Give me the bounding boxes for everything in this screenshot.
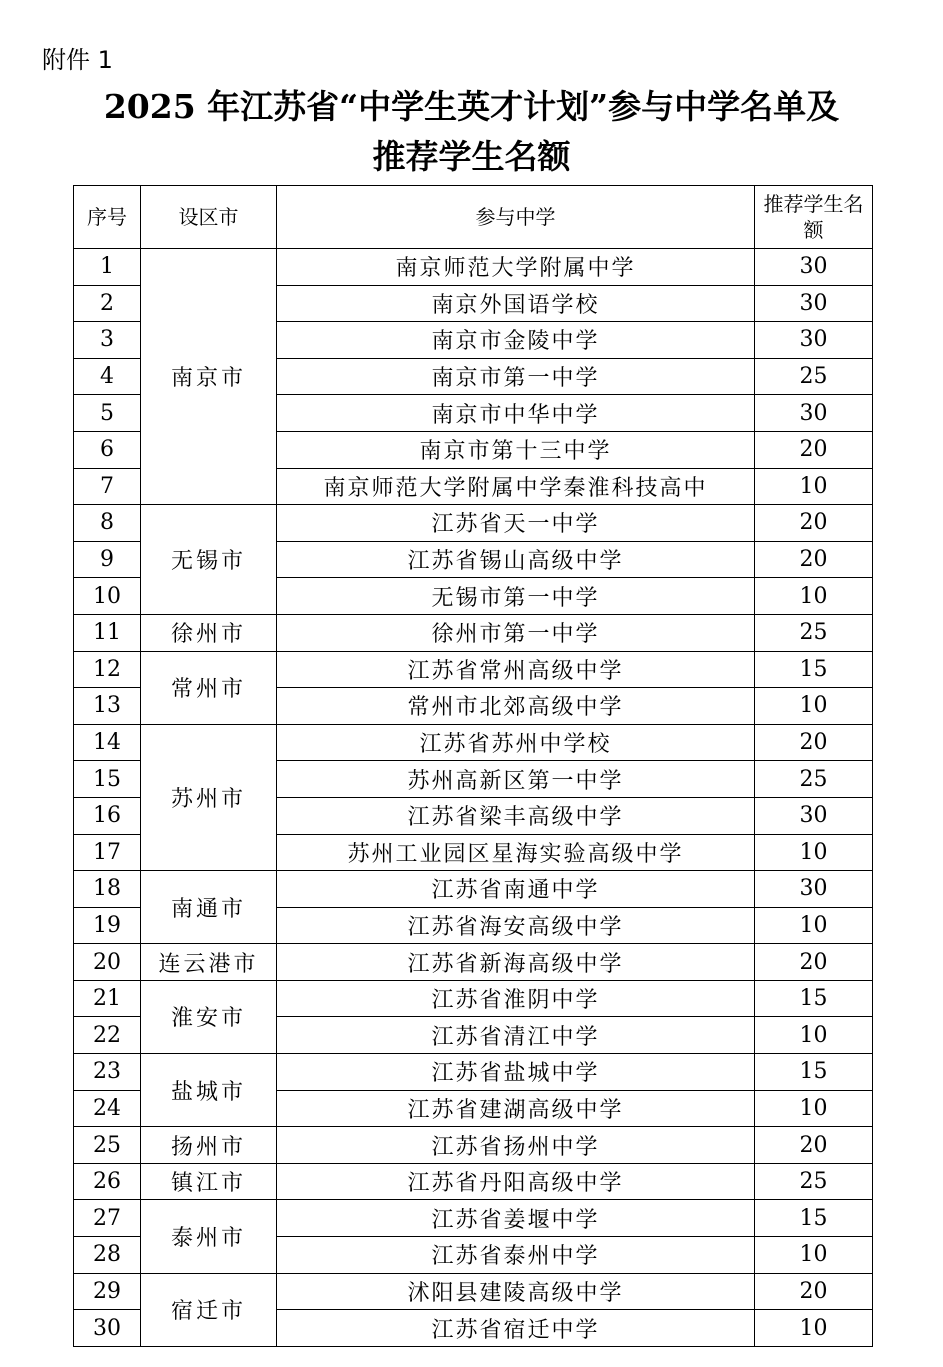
- quota-cell: 15: [755, 651, 873, 688]
- seq-cell: 18: [74, 871, 141, 908]
- school-cell: 江苏省苏州中学校: [277, 724, 755, 761]
- seq-cell: 27: [74, 1200, 141, 1237]
- seq-cell: 23: [74, 1054, 141, 1091]
- seq-cell: 29: [74, 1273, 141, 1310]
- seq-cell: 28: [74, 1237, 141, 1274]
- school-cell: 南京师范大学附属中学秦淮科技高中: [277, 468, 755, 505]
- quota-cell: 15: [755, 1200, 873, 1237]
- school-cell: 沭阳县建陵高级中学: [277, 1273, 755, 1310]
- quota-cell: 10: [755, 1090, 873, 1127]
- school-cell: 江苏省锡山高级中学: [277, 541, 755, 578]
- quota-cell: 10: [755, 1237, 873, 1274]
- attachment-label: 附件 1: [42, 46, 113, 74]
- school-cell: 江苏省梁丰高级中学: [277, 797, 755, 834]
- school-quota-table: [73, 185, 873, 1347]
- header-city: 设区市: [141, 186, 277, 249]
- school-cell: 徐州市第一中学: [277, 614, 755, 651]
- quota-cell: 20: [755, 944, 873, 981]
- school-cell: 江苏省丹阳高级中学: [277, 1163, 755, 1200]
- table-row: [74, 1054, 873, 1091]
- school-cell: 苏州高新区第一中学: [277, 761, 755, 798]
- school-cell: 南京师范大学附属中学: [277, 249, 755, 286]
- seq-cell: 19: [74, 907, 141, 944]
- seq-cell: 14: [74, 724, 141, 761]
- quota-cell: 10: [755, 1017, 873, 1054]
- seq-cell: 9: [74, 541, 141, 578]
- quota-cell: 10: [755, 907, 873, 944]
- quota-cell: 20: [755, 1273, 873, 1310]
- table-row: [74, 871, 873, 908]
- seq-cell: 6: [74, 431, 141, 468]
- city-cell: 苏州市: [141, 724, 277, 870]
- quota-cell: 25: [755, 761, 873, 798]
- quota-cell: 25: [755, 358, 873, 395]
- quota-cell: 20: [755, 541, 873, 578]
- school-cell: 南京市第一中学: [277, 358, 755, 395]
- school-cell: 江苏省盐城中学: [277, 1054, 755, 1091]
- seq-cell: 4: [74, 358, 141, 395]
- quota-cell: 30: [755, 322, 873, 359]
- quota-cell: 15: [755, 980, 873, 1017]
- city-cell: 淮安市: [141, 980, 277, 1053]
- quota-cell: 30: [755, 249, 873, 286]
- quota-cell: 10: [755, 834, 873, 871]
- quota-cell: 20: [755, 1127, 873, 1164]
- seq-cell: 12: [74, 651, 141, 688]
- quota-cell: 25: [755, 614, 873, 651]
- seq-cell: 5: [74, 395, 141, 432]
- header-school: 参与中学: [277, 186, 755, 249]
- quota-cell: 10: [755, 578, 873, 615]
- school-cell: 江苏省天一中学: [277, 505, 755, 542]
- header-seq: 序号: [74, 186, 141, 249]
- table-row: [74, 980, 873, 1017]
- quota-cell: 25: [755, 1163, 873, 1200]
- table-row: [74, 724, 873, 761]
- document-title-line-2: 推荐学生名额: [372, 137, 571, 176]
- seq-cell: 16: [74, 797, 141, 834]
- seq-cell: 3: [74, 322, 141, 359]
- city-cell: 南京市: [141, 249, 277, 505]
- school-cell: 江苏省常州高级中学: [277, 651, 755, 688]
- school-cell: 南京市金陵中学: [277, 322, 755, 359]
- seq-cell: 17: [74, 834, 141, 871]
- school-cell: 南京市中华中学: [277, 395, 755, 432]
- seq-cell: 2: [74, 285, 141, 322]
- seq-cell: 26: [74, 1163, 141, 1200]
- seq-cell: 1: [74, 249, 141, 286]
- school-cell: 江苏省淮阴中学: [277, 980, 755, 1017]
- school-cell: 江苏省海安高级中学: [277, 907, 755, 944]
- city-cell: 宿迁市: [141, 1273, 277, 1346]
- school-cell: 苏州工业园区星海实验高级中学: [277, 834, 755, 871]
- seq-cell: 30: [74, 1310, 141, 1347]
- quota-cell: 30: [755, 285, 873, 322]
- seq-cell: 22: [74, 1017, 141, 1054]
- school-cell: 江苏省宿迁中学: [277, 1310, 755, 1347]
- table-row: [74, 1127, 873, 1164]
- seq-cell: 20: [74, 944, 141, 981]
- school-cell: 江苏省扬州中学: [277, 1127, 755, 1164]
- seq-cell: 11: [74, 614, 141, 651]
- school-cell: 江苏省姜堰中学: [277, 1200, 755, 1237]
- table-row: [74, 505, 873, 542]
- table-row: [74, 944, 873, 981]
- school-cell: 江苏省清江中学: [277, 1017, 755, 1054]
- quota-cell: 15: [755, 1054, 873, 1091]
- city-cell: 徐州市: [141, 614, 277, 651]
- quota-cell: 20: [755, 505, 873, 542]
- school-cell: 南京外国语学校: [277, 285, 755, 322]
- quota-cell: 10: [755, 688, 873, 725]
- seq-cell: 10: [74, 578, 141, 615]
- school-cell: 江苏省新海高级中学: [277, 944, 755, 981]
- table-body: [74, 249, 873, 1347]
- city-cell: 无锡市: [141, 505, 277, 615]
- document-title-line-1: 2025 年江苏省“中学生英才计划”参与中学名单及: [103, 87, 840, 126]
- table-header-row: [74, 186, 873, 249]
- seq-cell: 7: [74, 468, 141, 505]
- school-cell: 江苏省南通中学: [277, 871, 755, 908]
- school-cell: 常州市北郊高级中学: [277, 688, 755, 725]
- city-cell: 镇江市: [141, 1163, 277, 1200]
- table-row: [74, 614, 873, 651]
- school-cell: 无锡市第一中学: [277, 578, 755, 615]
- city-cell: 扬州市: [141, 1127, 277, 1164]
- school-cell: 江苏省泰州中学: [277, 1237, 755, 1274]
- table-row: [74, 1163, 873, 1200]
- table-row: [74, 1200, 873, 1237]
- quota-cell: 10: [755, 1310, 873, 1347]
- table-row: [74, 249, 873, 286]
- city-cell: 连云港市: [141, 944, 277, 981]
- table-row: [74, 1273, 873, 1310]
- table-row: [74, 651, 873, 688]
- seq-cell: 8: [74, 505, 141, 542]
- header-quota: 推荐学生名额: [755, 186, 873, 249]
- seq-cell: 24: [74, 1090, 141, 1127]
- seq-cell: 25: [74, 1127, 141, 1164]
- seq-cell: 21: [74, 980, 141, 1017]
- quota-cell: 20: [755, 724, 873, 761]
- city-cell: 南通市: [141, 871, 277, 944]
- school-cell: 江苏省建湖高级中学: [277, 1090, 755, 1127]
- city-cell: 常州市: [141, 651, 277, 724]
- quota-cell: 10: [755, 468, 873, 505]
- school-cell: 南京市第十三中学: [277, 431, 755, 468]
- city-cell: 泰州市: [141, 1200, 277, 1273]
- seq-cell: 13: [74, 688, 141, 725]
- quota-cell: 30: [755, 395, 873, 432]
- city-cell: 盐城市: [141, 1054, 277, 1127]
- seq-cell: 15: [74, 761, 141, 798]
- quota-cell: 20: [755, 431, 873, 468]
- quota-cell: 30: [755, 871, 873, 908]
- quota-cell: 30: [755, 797, 873, 834]
